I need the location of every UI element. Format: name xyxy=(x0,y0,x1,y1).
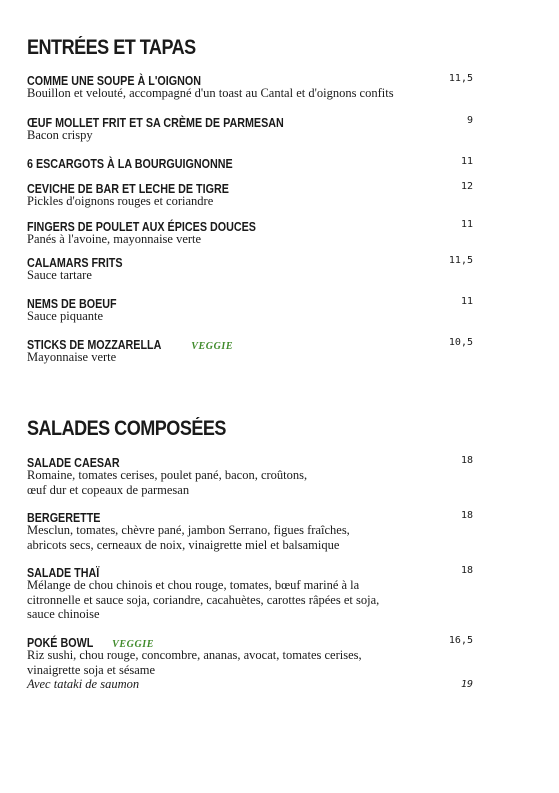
item-price: 11 xyxy=(460,296,473,307)
menu-item-bergerette xyxy=(27,509,473,552)
menu-item-nems xyxy=(27,295,473,324)
menu-item-salade-thai xyxy=(27,564,473,622)
item-desc: œuf dur et copeaux de parmesan xyxy=(27,482,190,497)
section-title-salades: SALADES COMPOSÉES xyxy=(27,417,226,440)
menu-item-calamars xyxy=(27,254,473,283)
item-desc: sauce chinoise xyxy=(27,607,100,621)
item-desc: Riz sushi, chou rouge, concombre, ananas, avocat, tomates cerises, xyxy=(27,648,362,662)
item-desc: Mélange de chou chinois et chou rouge, tomates, bœuf mariné à la xyxy=(27,578,360,592)
item-name: 6 ESCARGOTS À LA BOURGUIGNONNE xyxy=(27,157,233,171)
menu-item-fingers-poulet xyxy=(27,218,473,247)
item-name: POKÉ BOWL xyxy=(27,636,94,650)
item-desc: Pickles d'oignons rouges et coriandre xyxy=(27,194,214,208)
item-price: 18 xyxy=(460,565,473,576)
item-name: CALAMARS FRITS xyxy=(27,256,123,270)
item-desc: Panés à l'avoine, mayonnaise verte xyxy=(27,232,202,246)
item-price: 11,5 xyxy=(448,73,473,84)
item-desc: Romaine, tomates cerises, poulet pané, bacon, croûtons, xyxy=(27,468,308,482)
item-name: FINGERS DE POULET AUX ÉPICES DOUCES xyxy=(27,220,256,234)
menu-item-salade-caesar xyxy=(27,454,473,497)
item-price: 18 xyxy=(460,510,473,521)
menu-item-ceviche xyxy=(27,180,473,209)
item-option xyxy=(27,677,473,692)
item-desc: abricots secs, cerneaux de noix, vinaigrette miel et balsamique xyxy=(27,537,340,552)
item-desc: Bacon crispy xyxy=(27,128,93,142)
item-desc: Sauce piquante xyxy=(27,309,104,323)
menu-item-oeuf-mollet xyxy=(27,114,473,143)
item-name: NEMS DE BOEUF xyxy=(27,297,117,311)
item-price: 9 xyxy=(466,115,473,126)
option-price: 19 xyxy=(460,679,473,690)
menu-item-poke-bowl xyxy=(27,634,473,692)
item-name: ŒUF MOLLET FRIT ET SA CRÈME DE PARMESAN xyxy=(27,116,284,130)
item-name: STICKS DE MOZZARELLA xyxy=(27,338,162,352)
item-price: 12 xyxy=(460,181,473,192)
item-price: 10,5 xyxy=(448,337,473,348)
option-label: Avec tataki de saumon xyxy=(27,677,140,691)
item-price: 16,5 xyxy=(448,635,473,646)
item-desc: Sauce tartare xyxy=(27,268,92,282)
item-desc: Mesclun, tomates, chèvre pané, jambon Serrano, figues fraîches, xyxy=(27,523,350,537)
item-name: BERGERETTE xyxy=(27,511,101,525)
item-desc: vinaigrette soja et sésame xyxy=(27,662,156,677)
menu-item-sticks-mozzarella xyxy=(27,336,473,365)
menu-item-escargots xyxy=(27,155,473,169)
veggie-badge: VEGGIE xyxy=(191,341,234,352)
item-price: 11 xyxy=(460,156,473,167)
item-desc: citronnelle et sauce soja, coriandre, cacahuètes, carottes râpées et soja, xyxy=(27,592,380,607)
item-price: 18 xyxy=(460,455,473,466)
item-name: SALADE CAESAR xyxy=(27,456,120,470)
item-price: 11 xyxy=(460,219,473,230)
item-name: COMME UNE SOUPE À L'OIGNON xyxy=(27,74,201,88)
item-desc: Mayonnaise verte xyxy=(27,350,117,364)
item-price: 11,5 xyxy=(448,255,473,266)
veggie-badge: VEGGIE xyxy=(112,639,155,650)
menu-item-soupe-oignon xyxy=(27,72,473,101)
item-name: SALADE THAÏ xyxy=(27,566,100,580)
item-desc: Bouillon et velouté, accompagné d'un toast au Cantal et d'oignons confits xyxy=(27,86,394,100)
item-name: CEVICHE DE BAR ET LECHE DE TIGRE xyxy=(27,182,229,196)
section-title-entrees: ENTRÉES ET TAPAS xyxy=(27,36,196,59)
